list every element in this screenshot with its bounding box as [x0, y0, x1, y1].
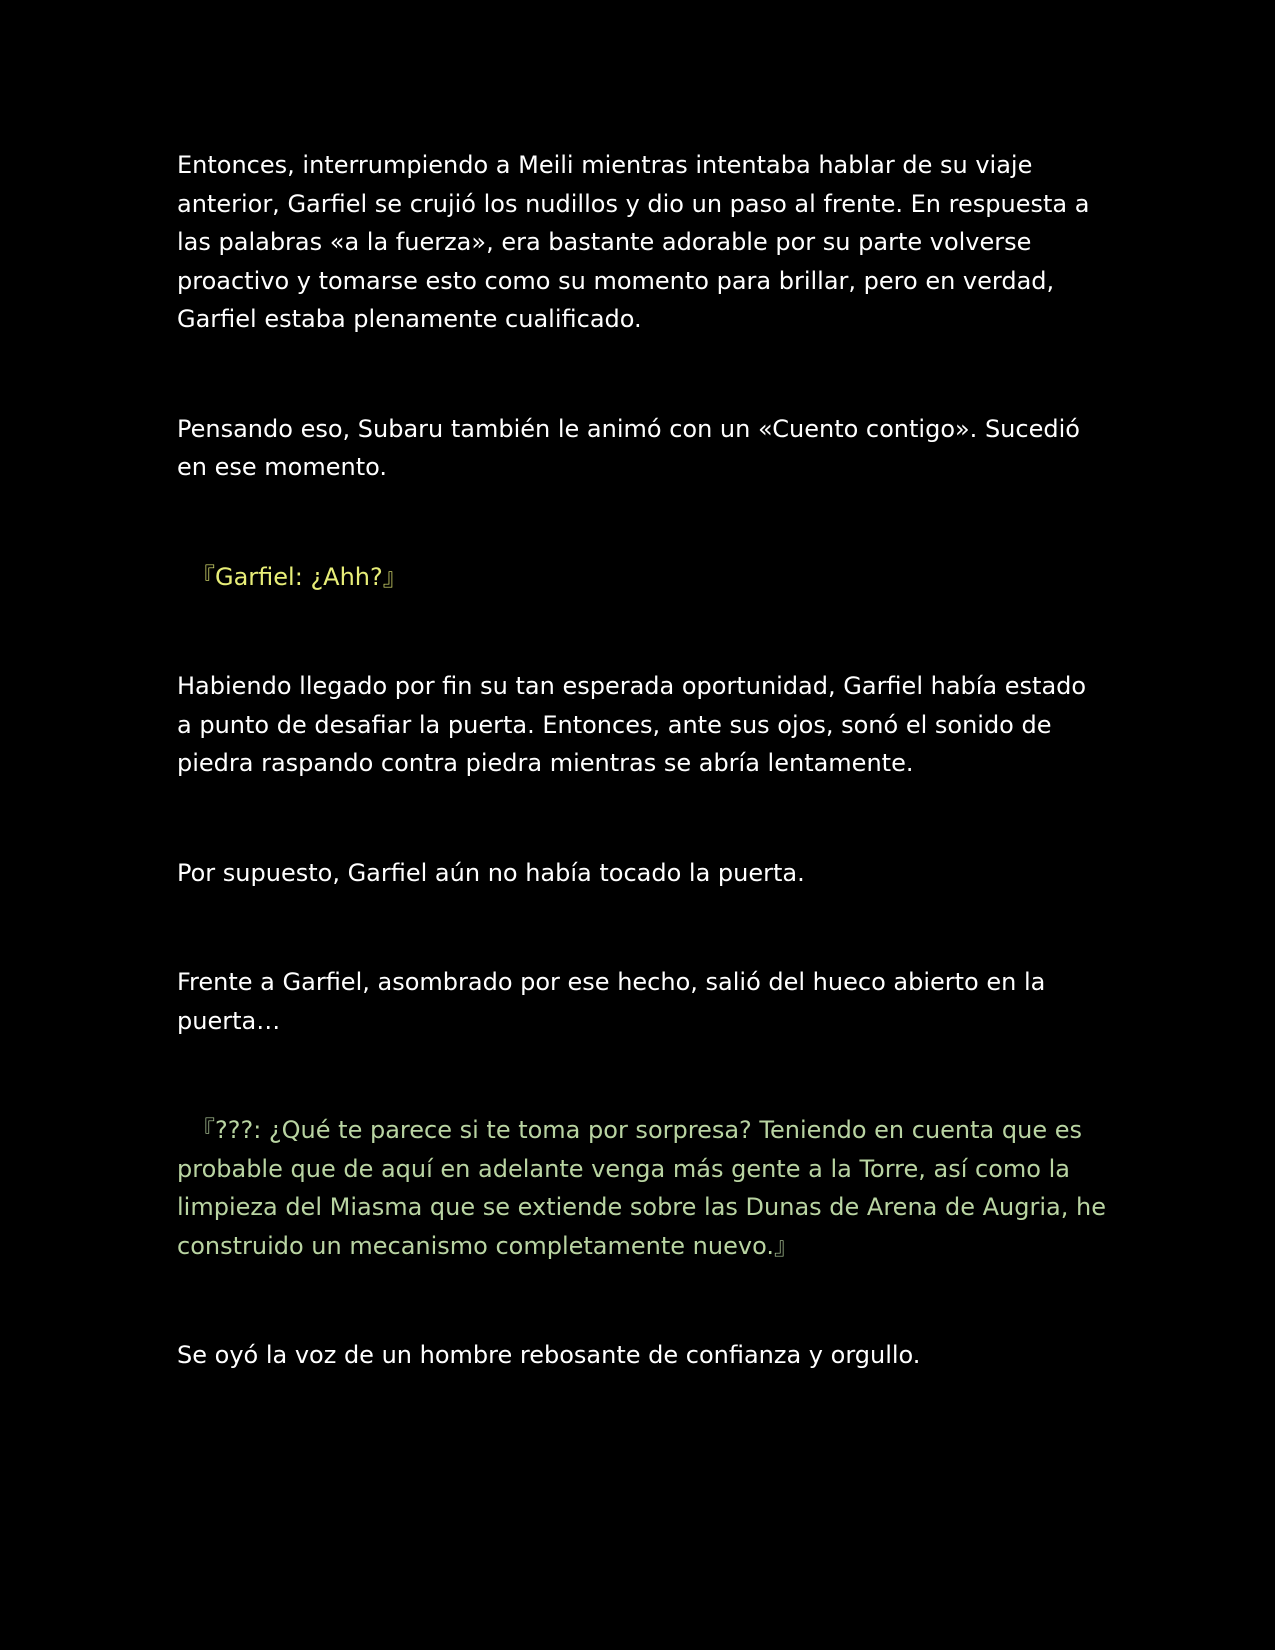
dialogue-close-bracket: 』 — [773, 1231, 798, 1260]
dialogue-close-bracket: 』 — [382, 562, 407, 591]
spacer — [177, 596, 1107, 667]
spacer — [177, 1040, 1107, 1111]
spacer — [177, 339, 1107, 410]
spacer — [177, 487, 1107, 558]
dialogue-text: Garfiel: ¿Ahh? — [215, 562, 383, 591]
dialogue-open-bracket: 『 — [191, 562, 215, 591]
paragraph-6: Se oyó la voz de un hombre rebosante de confianza y orgullo. — [177, 1341, 921, 1369]
paragraph-3: Habiendo llegado por fin su tan esperada oportunidad, Garfiel había estado a punto de desafiar la puerta. Entonces, ante sus ojos, sonó el sonido de piedra raspando contra piedra mientras se abría lentamente. — [177, 672, 1087, 777]
document-page — [177, 146, 1107, 1375]
dialogue-garfiel — [177, 558, 1107, 597]
paragraph-4: Por supuesto, Garfiel aún no había tocado la puerta. — [177, 858, 805, 887]
dialogue-open-bracket: 『 — [191, 1116, 215, 1144]
paragraph-1: Entonces, interrumpiendo a Meili mientras intentaba hablar de su viaje anterior, Garfiel se crujió los nudillos y dio un paso al frente. En respuesta a las palabras «a la fuerza», era bastante adorable por su parte volverse proactivo y tomarse esto como su momento para brillar, pero en verdad, Garfiel estaba plenamente cualificado. — [177, 151, 1090, 333]
dialogue-text: ???: ¿Qué te parece si te toma por sorpresa? Teniendo en cuenta que es probable que de aquí en adelante venga más gente a la Torre, así como la limpieza del Miasma que se extiende sobre las Dunas de Arena de Augria, he construido un mecanismo completamente nuevo. — [177, 1116, 1106, 1260]
spacer — [177, 1265, 1107, 1336]
spacer — [177, 892, 1107, 963]
paragraph-5: Frente a Garfiel, asombrado por ese hecho, salió del hueco abierto en la puerta… — [177, 968, 1046, 1035]
dialogue-unknown — [177, 1111, 1107, 1265]
paragraph-2: Pensando eso, Subaru también le animó con un «Cuento contigo». Sucedió en ese momento. — [177, 414, 1080, 481]
spacer — [177, 783, 1107, 854]
